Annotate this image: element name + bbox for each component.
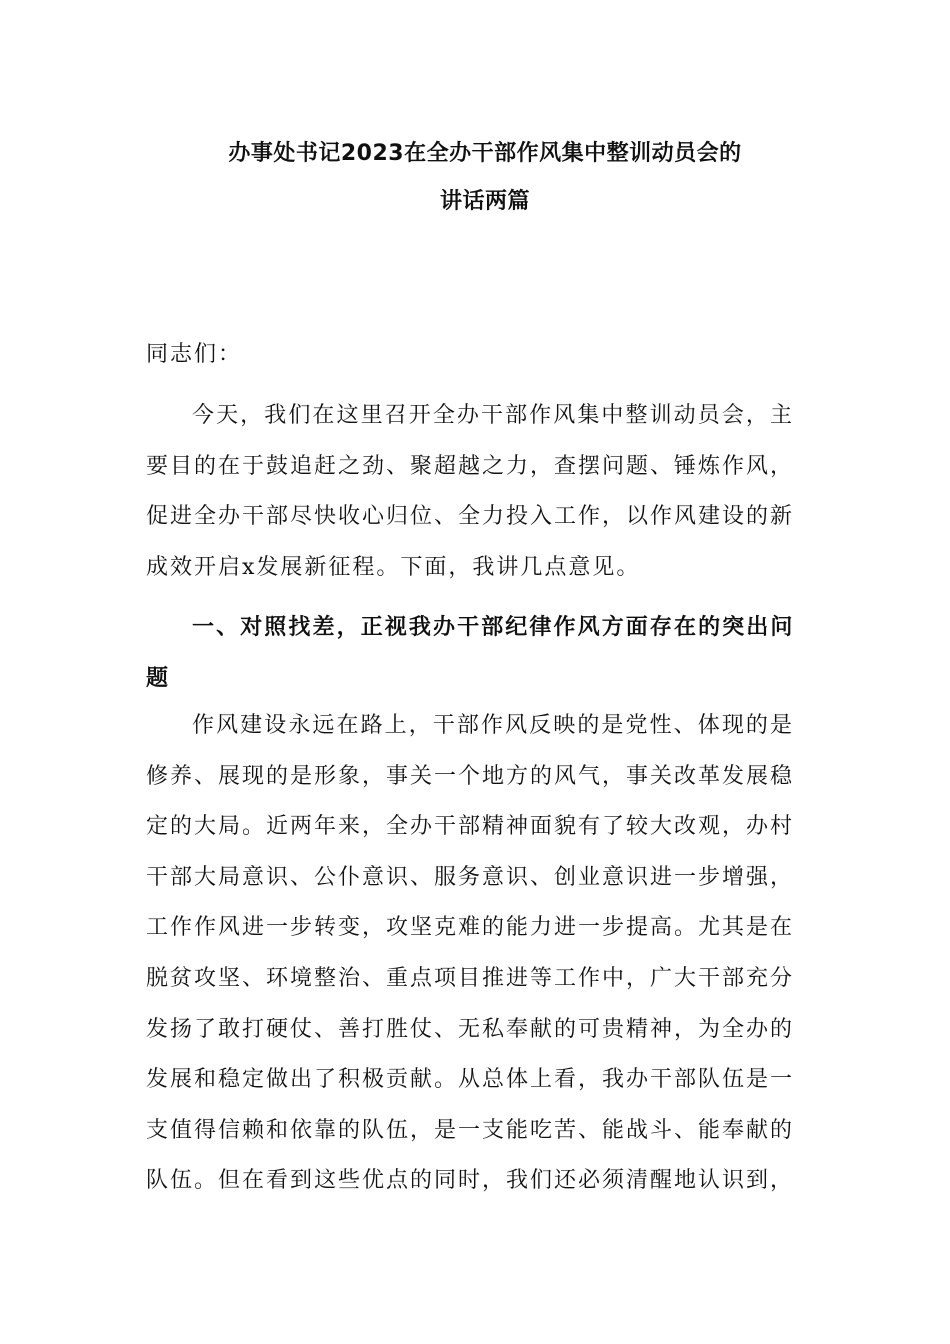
section-heading-1: 一、对照找差，正视我办干部纪律作风方面存在的突出问题 (146, 615, 794, 691)
body-paragraph-2: 作风建设永远在路上，干部作风反映的是党性、体现的是修养、展现的是形象，事关一个地方的风气，事关改革发展稳定的大局。近两年来，全办干部精神面貌有了较大改观，办村干部大局意识、公仆意识、服务意识、创业意识进一步增强，工作作风进一步转变，攻坚克难的能力进一步提高。尤其是在脱贫攻坚、环境整治、重点项目推进等工作中，广大干部充分发扬了敢打硬仗、善打胜仗、无私奉献的可贵精神，为全办的发展和稳定做出了积极贡献。从总体上看，我办干部队伍是一支值得信赖和依靠的队伍，是一支能吃苦、能战斗、能奉献的队伍。但在看到这些优点的同时，我们还必须清醒地认识到， (146, 713, 795, 1194)
document-title-line-2: 讲话两篇 (439, 189, 530, 214)
salutation: 同志们： (146, 342, 243, 367)
document-title-line-1: 办事处书记2023在全办干部作风集中整训动员会的 (228, 141, 742, 166)
body-paragraph-1: 今天，我们在这里召开全办干部作风集中整训动员会，主要目的在于鼓追赶之劲、聚超越之力，查摆问题、锤炼作风，促进全办干部尽快收心归位、全力投入工作，以作风建设的新成效开启x发展新征程。下面，我讲几点意见。 (146, 403, 795, 580)
